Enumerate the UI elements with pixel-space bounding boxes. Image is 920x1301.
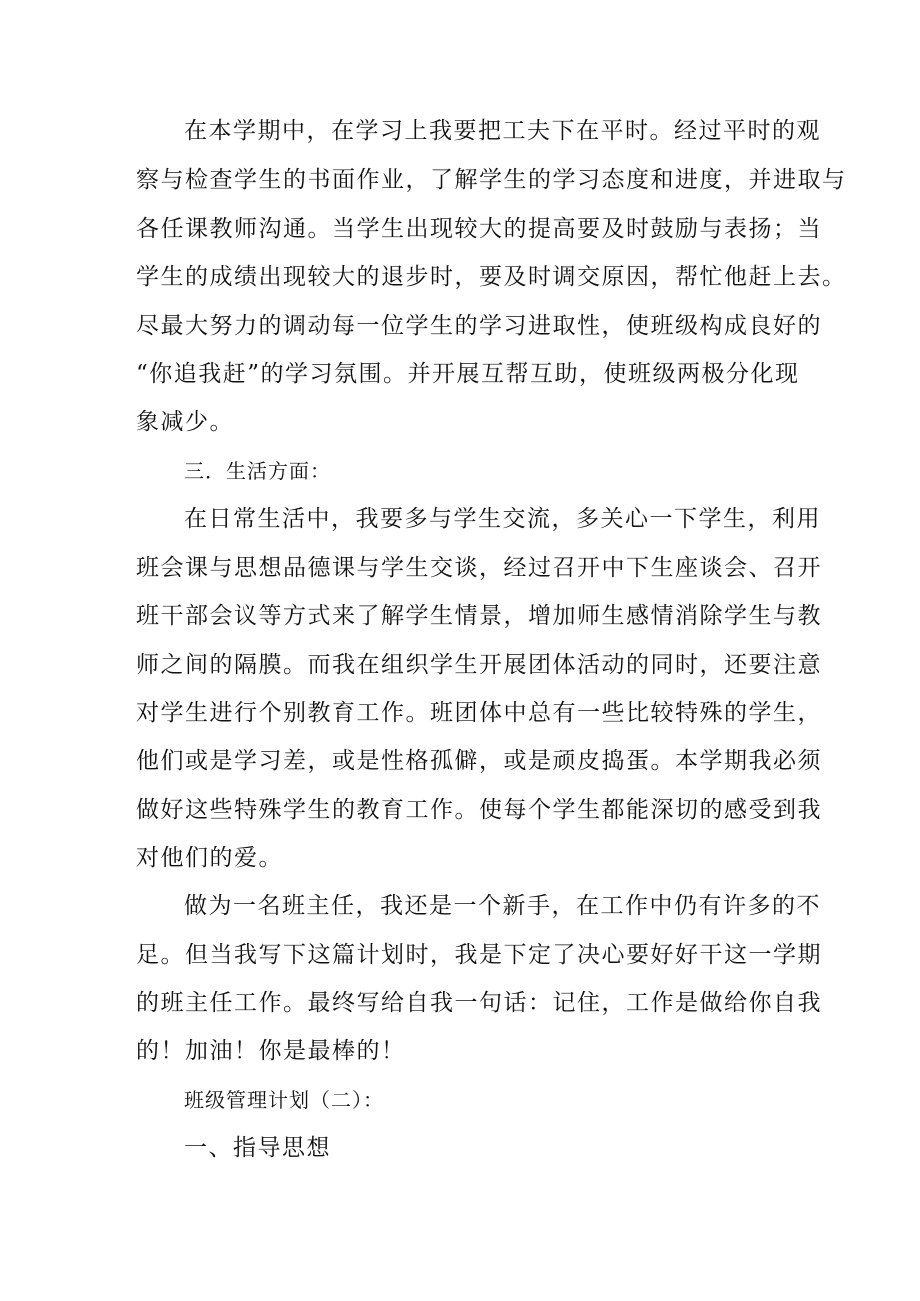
paragraph-line: “你追我赶”的学习氛围。并开展互帮互助，使班级两极分化现 bbox=[136, 361, 800, 387]
paragraph-line: 做为一名班主任，我还是一个新手，在工作中仍有许多的不 bbox=[184, 893, 821, 919]
paragraph-line: 的班主任工作。最终写给自我一句话：记住，工作是做给你自我 bbox=[136, 990, 822, 1016]
paragraph-line: 班干部会议等方式来了解学生情景，增加师生感情消除学生与教 bbox=[136, 603, 822, 629]
paragraph-line: 对他们的爱。 bbox=[136, 845, 283, 871]
paragraph-line: 察与检查学生的书面作业，了解学生的学习态度和进度，并进取与 bbox=[136, 167, 847, 193]
paragraph-line: 象减少。 bbox=[136, 409, 234, 435]
section-heading: 一、指导思想 bbox=[184, 1135, 331, 1161]
paragraph-line: 他们或是学习差，或是性格孤僻，或是顽皮捣蛋。本学期我必须 bbox=[136, 748, 822, 774]
paragraph-line: 班会课与思想品德课与学生交谈，经过召开中下生座谈会、召开 bbox=[136, 555, 822, 581]
section-title: 班级管理计划（二）： bbox=[184, 1088, 384, 1112]
paragraph-line: 做好这些特殊学生的教育工作。使每个学生都能深切的感受到我 bbox=[136, 797, 822, 823]
paragraph-line: 的！加油！你是最棒的！ bbox=[136, 1038, 406, 1064]
paragraph-line: 对学生进行个别教育工作。班团体中总有一些比较特殊的学生， bbox=[136, 700, 822, 726]
paragraph-line: 师之间的隔膜。而我在组织学生开展团体活动的同时，还要注意 bbox=[136, 652, 822, 678]
paragraph-line: 学生的成绩出现较大的退步时，要及时调交原因，帮忙他赶上去。 bbox=[136, 264, 847, 290]
paragraph-line: 在本学期中，在学习上我要把工夫下在平时。经过平时的观 bbox=[184, 118, 821, 144]
paragraph-line: 各任课教师沟通。当学生出现较大的提高要及时鼓励与表扬；当 bbox=[136, 216, 822, 242]
paragraph-line: 在日常生活中，我要多与学生交流，多关心一下学生，利用 bbox=[184, 506, 821, 532]
paragraph-line: 足。但当我写下这篇计划时，我是下定了决心要好好干这一学期 bbox=[136, 942, 822, 968]
paragraph-line: 尽最大努力的调动每一位学生的学习进取性，使班级构成良好的 bbox=[136, 313, 822, 339]
section-heading: 三．生活方面： bbox=[184, 459, 331, 483]
